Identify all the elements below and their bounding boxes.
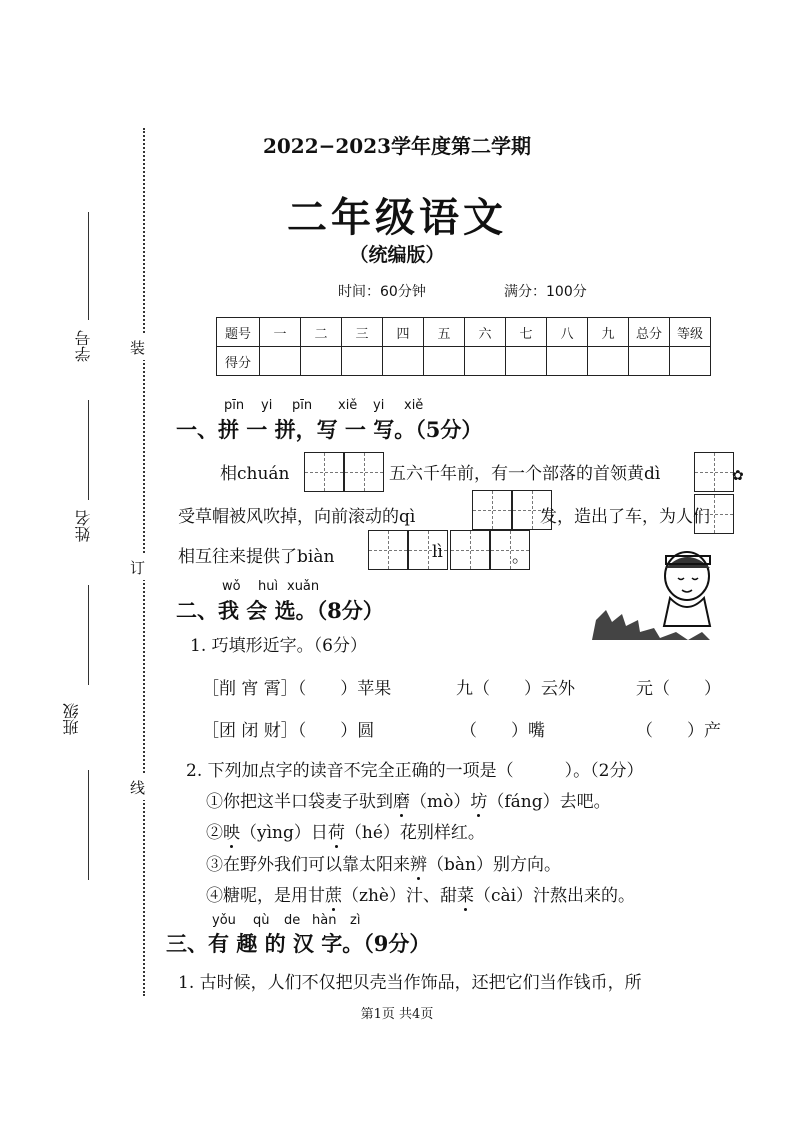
page-footer: 第1页 共4页 — [360, 1007, 434, 1022]
s2-row2-item: （ ）嘴 — [460, 721, 545, 741]
s1-line3-a: 相互往来提供了biàn — [178, 547, 335, 567]
text: ①你把这半口袋麦子驮到 — [206, 792, 393, 812]
text: ③在野外我们可以靠太阳来 — [206, 855, 410, 875]
dotted-char: 蔗 — [325, 886, 342, 906]
score-cell[interactable] — [424, 347, 465, 376]
s2-q1: 1. 巧填形近字。（6分） — [190, 636, 367, 656]
text: （yìng）日 — [240, 823, 328, 843]
s2-q2: 2. 下列加点字的读音不完全正确的一项是（ ）。（2分） — [186, 761, 644, 781]
pinyin: huì — [258, 579, 279, 594]
score-cell[interactable] — [383, 347, 424, 376]
score-cell[interactable] — [629, 347, 670, 376]
tianzi-box[interactable] — [694, 452, 734, 492]
dotted-char: 辨 — [410, 855, 427, 875]
s1-line3-c: 。 — [512, 547, 529, 567]
class-label: 班级 — [62, 703, 81, 735]
pinyin: yi — [261, 398, 273, 413]
pinyin: yi — [373, 398, 385, 413]
s2-row1-item: 九（ ）云外 — [456, 679, 575, 699]
s1-line1-a: 相chuán — [220, 464, 290, 484]
score-table-header-row — [217, 318, 711, 347]
score-cell[interactable] — [670, 347, 711, 376]
score-header-cell: 二 — [301, 318, 342, 347]
text: （fáng）去吧。 — [487, 792, 611, 812]
tianzi-box[interactable] — [450, 530, 490, 570]
pinyin: pīn — [292, 398, 313, 413]
s1-line1-b: 五六千年前，有一个部落的首领黄dì — [389, 464, 661, 484]
tianzi-box[interactable] — [344, 452, 384, 492]
text: （cài）汁熬出来的。 — [473, 886, 636, 906]
pinyin: xiě — [404, 398, 424, 413]
dotted-char: 坊 — [470, 792, 488, 812]
s3-q1: 1. 古时候，人们不仅把贝壳当作饰品，还把它们当作钱币，所 — [178, 973, 642, 993]
score-row-label: 得分 — [217, 347, 260, 376]
pinyin: xiě — [338, 398, 358, 413]
girl-illustration-icon — [592, 546, 722, 642]
s2-option-1[interactable] — [206, 787, 611, 812]
score-header-cell: 八 — [547, 318, 588, 347]
score-cell[interactable] — [506, 347, 547, 376]
text: ④糖呢，是用甘 — [206, 886, 325, 906]
dotted-char: 菜 — [456, 886, 474, 906]
score-table-score-row — [217, 347, 711, 376]
score-header-cell: 九 — [588, 318, 629, 347]
score-cell[interactable] — [260, 347, 301, 376]
section-1-title: 一、拼 一 拼，写 一 写。（5分） — [176, 417, 483, 442]
binding-char-xian: 线 — [130, 775, 145, 800]
name-line[interactable] — [88, 400, 89, 500]
score-header-cell: 三 — [342, 318, 383, 347]
extra-line — [88, 770, 89, 880]
score-header-cell: 四 — [383, 318, 424, 347]
page-title: 二年级语文 — [287, 195, 507, 241]
pinyin: pīn — [224, 398, 245, 413]
text: （bàn）别方向。 — [427, 855, 561, 875]
text: （hé）花别样红。 — [344, 823, 485, 843]
score-header-cell: 五 — [424, 318, 465, 347]
score-header-cell: 总分 — [629, 318, 670, 347]
section-2-title: 二、我 会 选。（8分） — [176, 598, 384, 623]
score-header-cell: 一 — [260, 318, 301, 347]
pinyin: qù — [253, 913, 270, 928]
s1-line2-b: 发，造出了车，为人们 — [540, 507, 710, 527]
score-table — [216, 317, 711, 376]
text: ② — [206, 823, 223, 843]
pinyin: wǒ — [222, 579, 241, 594]
s1-line2-a: 受草帽被风吹掉，向前滚动的qì — [178, 507, 416, 527]
dotted-char: 荷 — [327, 823, 345, 843]
text: （mò） — [410, 792, 471, 812]
term-title: 2022−2023学年度第二学期 — [262, 134, 532, 158]
s1-line3-b: lì — [432, 542, 443, 562]
pinyin: de — [284, 913, 301, 928]
score-cell[interactable] — [342, 347, 383, 376]
section-3-title: 三、有 趣 的 汉 字。（9分） — [166, 931, 431, 956]
pinyin: xuǎn — [287, 579, 320, 594]
score-cell[interactable] — [588, 347, 629, 376]
score-header-cell: 六 — [465, 318, 506, 347]
pinyin: yǒu — [212, 913, 236, 928]
flower-petal-icon: ✿ — [732, 468, 744, 484]
score-cell[interactable] — [465, 347, 506, 376]
tianzi-box[interactable] — [368, 530, 408, 570]
edition-label: （统编版） — [349, 244, 445, 266]
score-header-cell: 题号 — [217, 318, 260, 347]
pinyin: hàn — [312, 913, 337, 928]
tianzi-box[interactable] — [304, 452, 344, 492]
score-cell[interactable] — [547, 347, 588, 376]
class-line[interactable] — [88, 585, 89, 685]
score-cell[interactable] — [301, 347, 342, 376]
pinyin: zì — [350, 913, 361, 928]
dotted-char: 磨 — [393, 792, 410, 812]
score-header-cell: 等级 — [670, 318, 711, 347]
score-header-cell: 七 — [506, 318, 547, 347]
binding-char-ding: 订 — [130, 555, 145, 580]
s2-row2-item: （ ）产 — [636, 721, 721, 741]
dotted-char: 映 — [223, 823, 240, 843]
s2-option-4[interactable] — [206, 881, 635, 906]
s2-option-3[interactable] — [206, 850, 561, 875]
tianzi-box[interactable] — [472, 490, 512, 530]
exam-time: 时间：60分钟 — [338, 284, 426, 300]
name-label: 姓名 — [74, 510, 93, 542]
text: （zhè）汁、甜 — [342, 886, 457, 906]
binding-char-zhuang: 装 — [130, 335, 145, 360]
student-id-label: 学号 — [74, 330, 93, 362]
s2-row1-item: ［削 宵 霄］（ ）苹果 — [202, 679, 392, 699]
full-score: 满分：100分 — [504, 284, 587, 300]
s2-option-2[interactable] — [206, 818, 485, 843]
s2-row1-item: 元（ ） — [636, 679, 721, 699]
s2-row2-item: ［团 闭 财］（ ）圆 — [202, 721, 375, 741]
